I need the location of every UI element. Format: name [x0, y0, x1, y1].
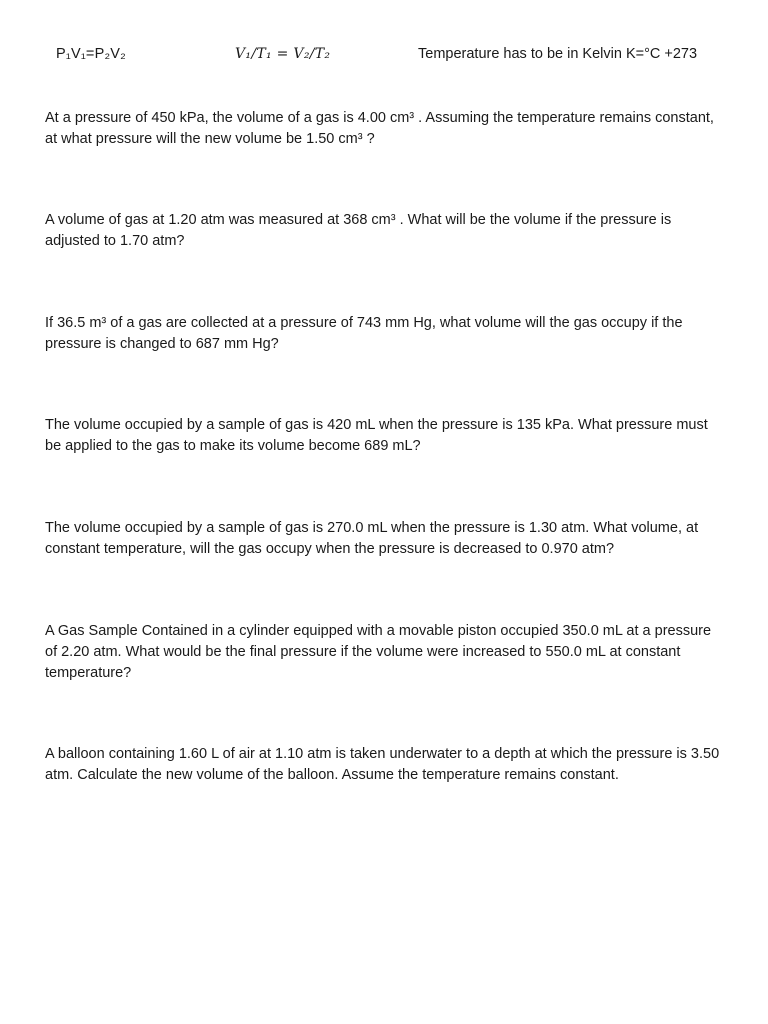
formula-header	[0, 46, 768, 68]
question-2: A volume of gas at 1.20 atm was measured at 368 cm³ . What will be the volume if the pressure is adjusted to 1.70 atm?	[45, 212, 672, 249]
question-7: A balloon containing 1.60 L of air at 1.10 atm is taken underwater to a depth at which the pressure is 3.50 atm. Calculate the new volume of the balloon. Assume the temperature remains constant.	[45, 746, 720, 783]
question-3: If 36.5 m³ of a gas are collected at a pressure of 743 mm Hg, what volume will the gas occupy if the pressure is changed to 687 mm Hg?	[45, 315, 683, 352]
question-5: The volume occupied by a sample of gas is 270.0 mL when the pressure is 1.30 atm. What volume, at constant temperature, will the gas occupy when the pressure is decreased to 0.970 atm?	[45, 520, 699, 557]
question-6: A Gas Sample Contained in a cylinder equipped with a movable piston occupied 350.0 mL at a pressure of 2.20 atm. What would be the final pressure if the volume were increased to 550.0 mL at constant temperature?	[45, 623, 712, 681]
question-1: At a pressure of 450 kPa, the volume of a gas is 4.00 cm³ . Assuming the temperature remains constant, at what pressure will the new volume be 1.50 cm³ ?	[45, 110, 714, 147]
boyle-law-formula: P₁V₁=P₂V₂	[56, 46, 126, 62]
charles-law-formula: V₁/T₁ = V₂/T₂	[235, 46, 331, 62]
question-4: The volume occupied by a sample of gas is 420 mL when the pressure is 135 kPa. What pressure must be applied to the gas to make its volume become 689 mL?	[45, 417, 708, 454]
kelvin-conversion-note: Temperature has to be in Kelvin K=°C +273	[418, 46, 698, 62]
